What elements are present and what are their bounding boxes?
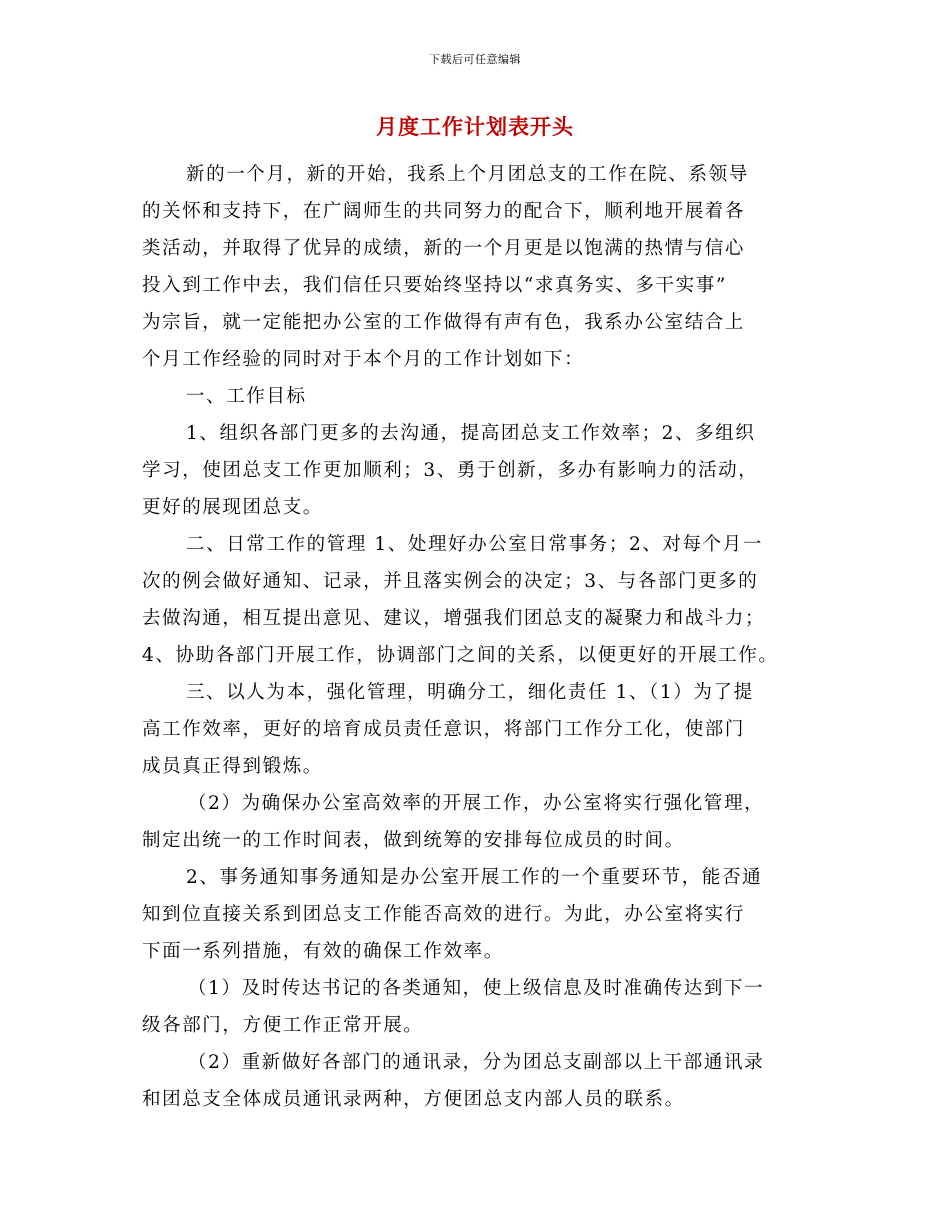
text-line: 高工作效率，更好的培育成员责任意识，将部门工作分工化，使部门 bbox=[142, 719, 746, 740]
text-line: 一、工作目标 bbox=[186, 386, 307, 407]
paragraph-directory bbox=[142, 1044, 810, 1118]
text-line: 去做沟通，相互提出意见、建议，增强我们团总支的凝聚力和战斗力； bbox=[142, 608, 766, 629]
text-line: 新的一个月，新的开始，我系上个月团总支的工作在院、系领导 bbox=[186, 164, 749, 185]
text-line: 次的例会做好通知、记录，并且落实例会的决定；3、与各部门更多的 bbox=[142, 571, 759, 592]
text-line: 的关怀和支持下，在广阔师生的共同努力的配合下，顺利地开展着各 bbox=[142, 201, 746, 222]
text-line: 制定出统一的工作时间表，做到统筹的安排每位成员的时间。 bbox=[142, 830, 685, 851]
text-line: 更好的展现团总支。 bbox=[142, 497, 323, 518]
paragraph-office-efficiency bbox=[142, 785, 810, 859]
text-line: （1）及时传达书记的各类通知，使上级信息及时准确传达到下一 bbox=[188, 978, 765, 999]
text-line: 4、协助各部门开展工作，协调部门之间的关系，以便更好的开展工作。 bbox=[142, 645, 779, 666]
text-line: 为宗旨，就一定能把办公室的工作做得有声有色，我系办公室结合上 bbox=[142, 312, 746, 333]
text-line: 类活动，并取得了优异的成绩，新的一个月更是以饱满的热情与信心 bbox=[142, 238, 746, 259]
document-title: 月度工作计划表开头 bbox=[376, 114, 574, 139]
section-heading-goals bbox=[142, 378, 810, 415]
text-line: 知到位直接关系到团总支工作能否高效的进行。为此，办公室将实行 bbox=[142, 904, 746, 925]
text-line: 级各部门，方便工作正常开展。 bbox=[142, 1015, 424, 1036]
paragraph-people-oriented bbox=[142, 674, 810, 785]
text-line: （2）重新做好各部门的通讯录，分为团总支副部以上干部通讯录 bbox=[188, 1052, 765, 1073]
text-line: 和团总支全体成员通讯录两种，方便团总支内部人员的联系。 bbox=[142, 1089, 685, 1110]
paragraph-relay-notices bbox=[142, 970, 810, 1044]
header-note: 下载后可任意编辑 bbox=[429, 53, 521, 66]
text-line: 下面一系列措施，有效的确保工作效率。 bbox=[142, 941, 504, 962]
text-line: 2、事务通知事务通知是办公室开展工作的一个重要环节，能否通 bbox=[186, 867, 763, 888]
text-line: 成员真正得到锻炼。 bbox=[142, 756, 323, 777]
text-line: （2）为确保办公室高效率的开展工作，办公室将实行强化管理， bbox=[188, 793, 765, 814]
paragraph-daily-management bbox=[142, 526, 810, 674]
paragraph-goals bbox=[142, 415, 810, 526]
text-line: 学习，使团总支工作更加顺利；3、勇于创新，多办有影响力的活动， bbox=[142, 460, 759, 481]
text-line: 三、以人为本，强化管理，明确分工，细化责任 1、（1）为了提 bbox=[186, 682, 754, 703]
text-line: 个月工作经验的同时对于本个月的工作计划如下： bbox=[142, 349, 585, 370]
text-line: 1、组织各部门更多的去沟通，提高团总支工作效率；2、多组织 bbox=[186, 423, 756, 444]
paragraph-intro bbox=[142, 156, 810, 378]
paragraph-notifications bbox=[142, 859, 810, 970]
text-line: 二、日常工作的管理 1、处理好办公室日常事务；2、对每个月一 bbox=[186, 534, 763, 555]
text-line: 投入到工作中去，我们信任只要始终坚持以“求真务实、多干实事” bbox=[142, 275, 727, 296]
document-body bbox=[142, 156, 810, 1118]
